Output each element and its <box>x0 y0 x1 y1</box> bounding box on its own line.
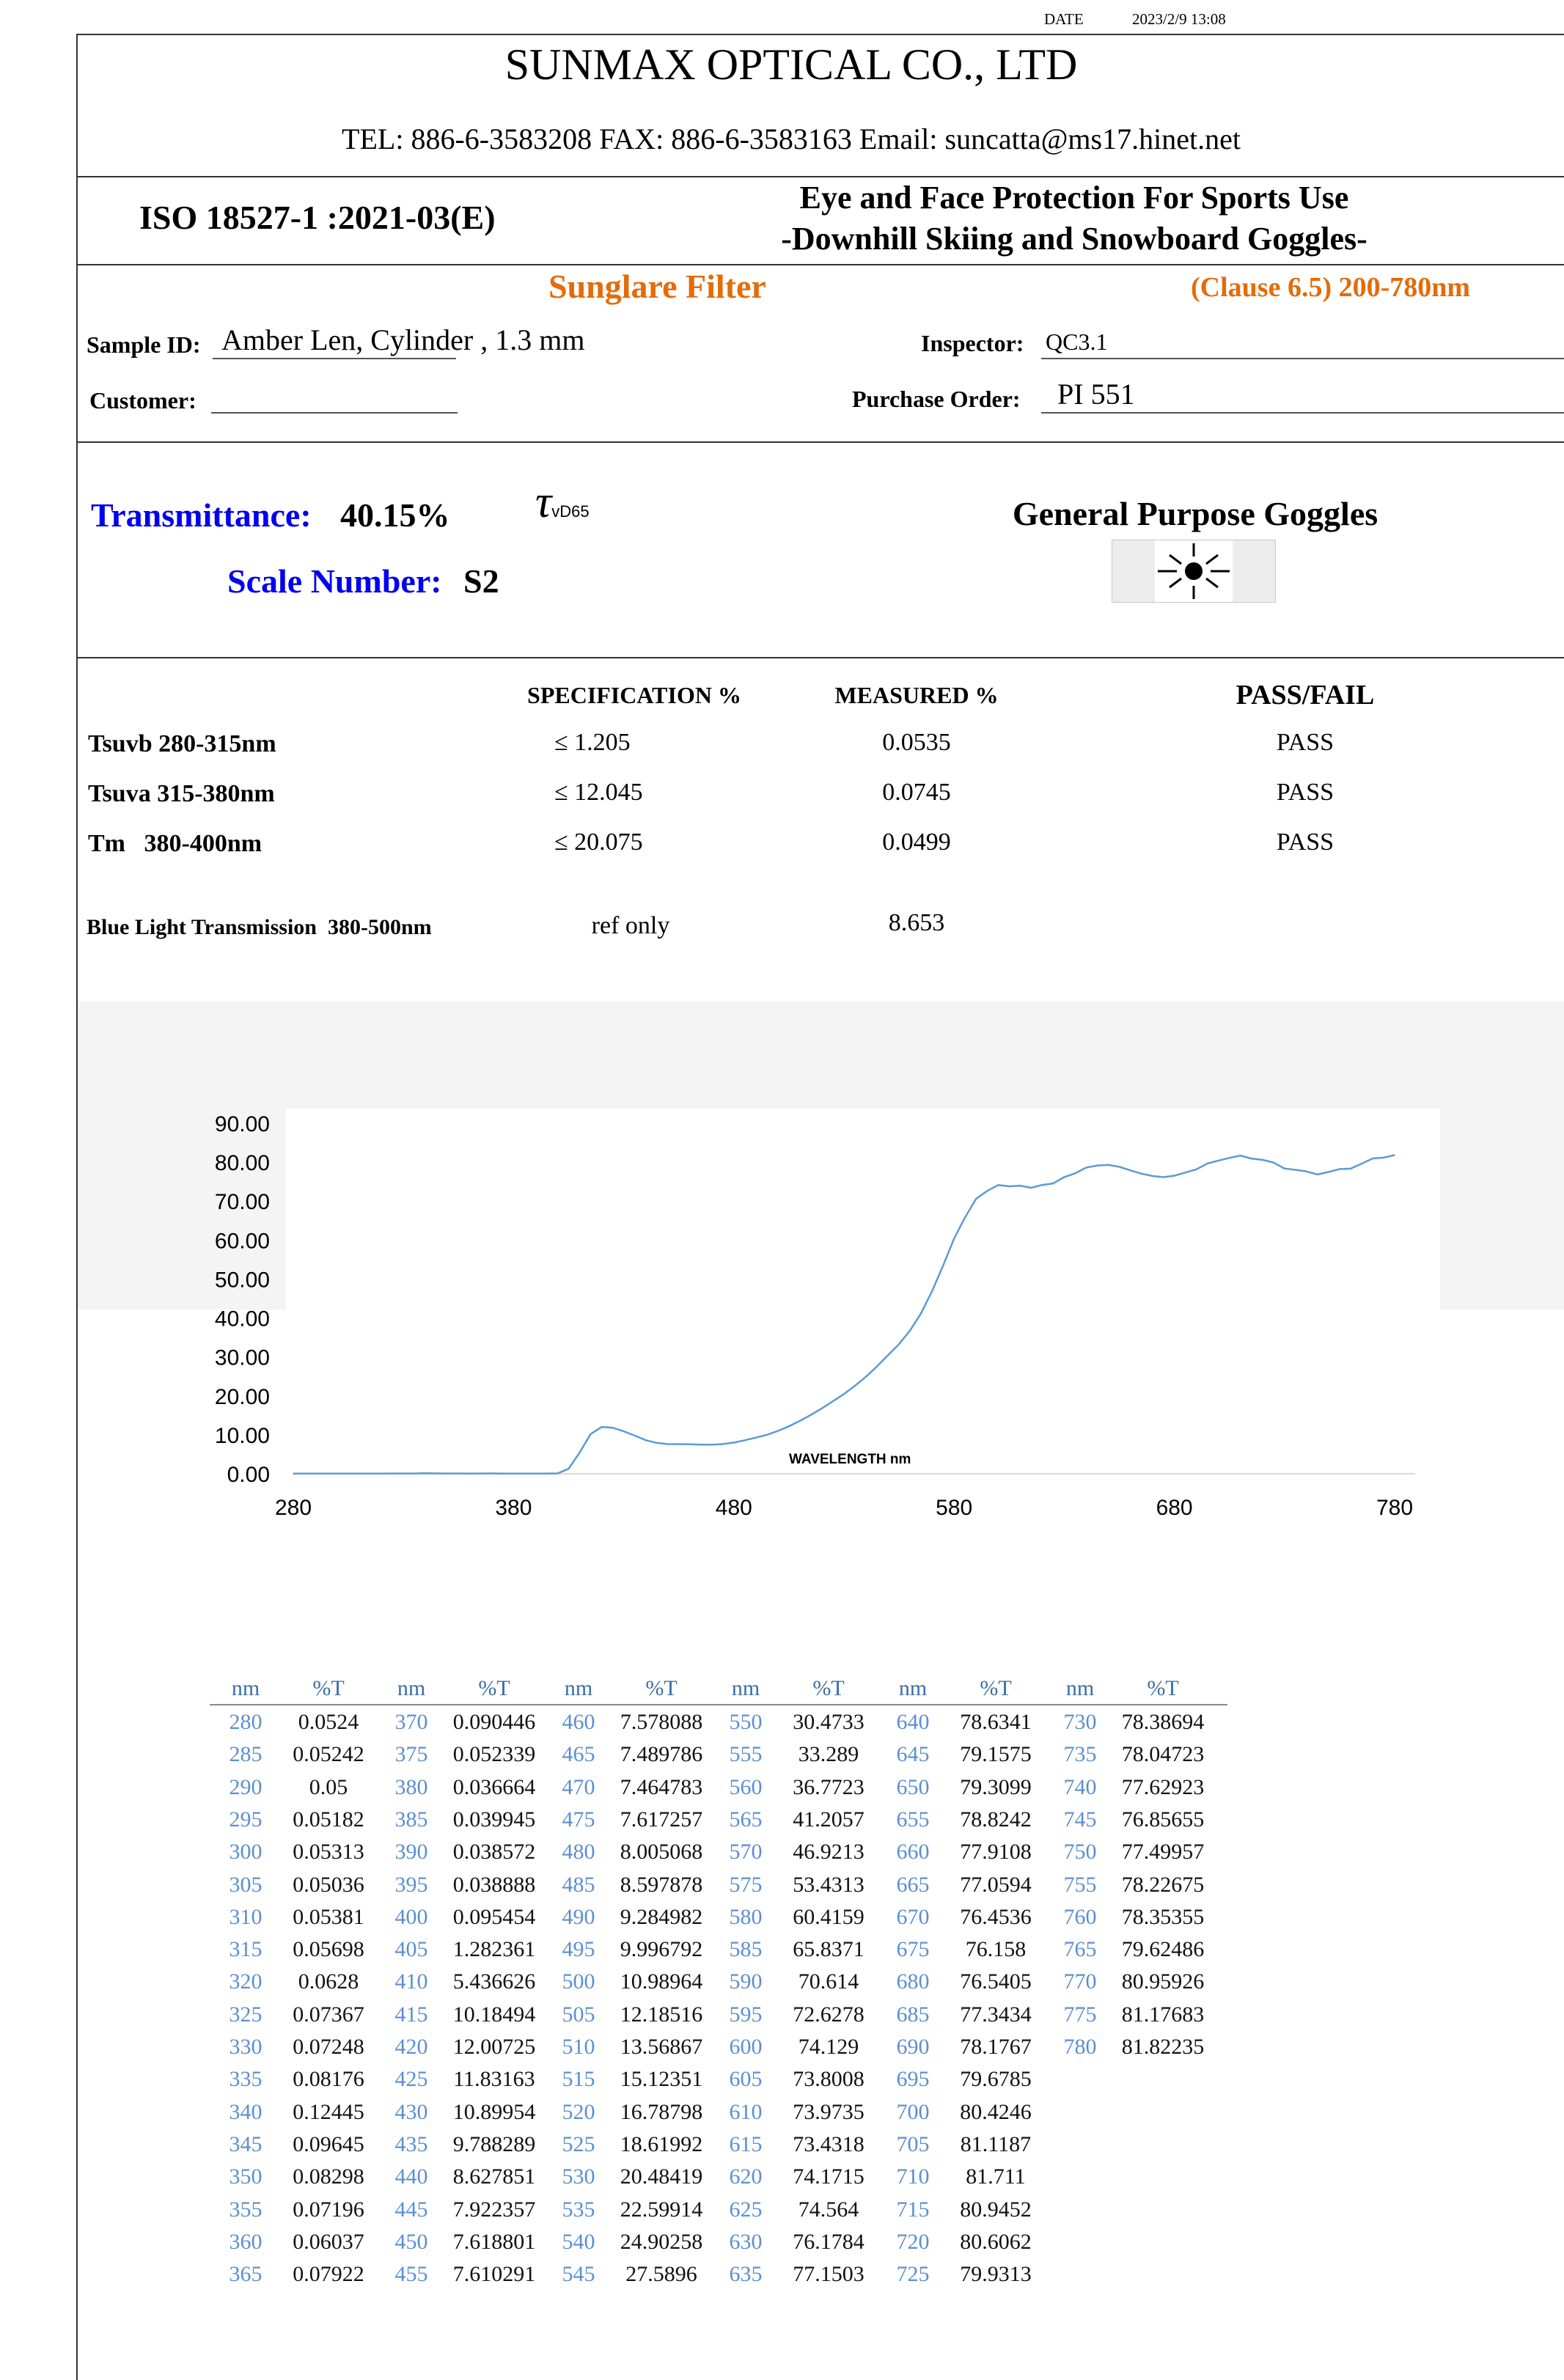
table-cell-nm: 775 <box>1063 2002 1097 2027</box>
table-cell-t: 36.7723 <box>793 1774 864 1799</box>
table-header-t: %T <box>478 1676 510 1700</box>
table-cell-nm: 555 <box>729 1742 763 1767</box>
table-cell-t: 81.1187 <box>960 2131 1032 2156</box>
table-cell-t: 46.9213 <box>793 1840 864 1865</box>
purchase-order-label: Purchase Order: <box>852 386 1021 412</box>
table-header-nm: nm <box>898 1676 928 1700</box>
table-cell-nm: 585 <box>729 1937 763 1962</box>
table-cell-nm: 570 <box>729 1840 763 1865</box>
y-tick-label: 40.00 <box>214 1307 270 1332</box>
table-cell-nm: 695 <box>896 2067 930 2092</box>
divider-4 <box>76 657 1564 658</box>
table-cell-t: 0.05182 <box>293 1807 364 1832</box>
table-cell-t: 79.6785 <box>960 2067 1032 2092</box>
purchase-order-underline <box>1041 412 1564 414</box>
spec-header: SPECIFICATION % <box>527 682 741 708</box>
table-cell-nm: 600 <box>729 2035 763 2059</box>
table-cell-nm: 395 <box>394 1872 428 1897</box>
table-cell-nm: 605 <box>729 2067 763 2092</box>
table-cell-nm: 710 <box>896 2164 930 2189</box>
transmittance-label: Transmittance: <box>91 496 312 534</box>
table-cell-t: 77.3434 <box>960 2002 1032 2027</box>
table-cell-nm: 310 <box>229 1904 262 1929</box>
table-cell-nm: 565 <box>729 1807 763 1832</box>
passfail-header: PASS/FAIL <box>1236 680 1375 710</box>
table-cell-t: 33.289 <box>798 1742 859 1767</box>
standard-title-line2: -Downhill Skiing and Snowboard Goggles- <box>781 221 1367 257</box>
table-cell-nm: 580 <box>729 1904 763 1929</box>
spec-row-measured: 0.0745 <box>882 779 951 806</box>
table-cell-t: 16.78798 <box>620 2099 703 2124</box>
sun-icon-box <box>1112 540 1276 603</box>
table-cell-nm: 390 <box>394 1840 428 1865</box>
table-cell-nm: 300 <box>229 1840 262 1865</box>
table-cell-nm: 400 <box>394 1904 428 1929</box>
table-cell-nm: 380 <box>394 1774 428 1799</box>
table-cell-t: 0.07248 <box>293 2035 364 2059</box>
table-cell-nm: 295 <box>229 1807 262 1832</box>
spec-row-spec: ≤ 1.205 <box>554 729 631 756</box>
spec-row-label: Tm 380-400nm <box>88 830 262 857</box>
table-cell-t: 78.8242 <box>960 1807 1032 1832</box>
table-cell-nm: 415 <box>394 2002 428 2027</box>
purchase-order-value: PI 551 <box>1057 378 1135 411</box>
table-cell-t: 7.610291 <box>452 2262 536 2287</box>
table-cell-t: 73.9735 <box>793 2099 864 2124</box>
table-cell-nm: 520 <box>562 2099 595 2124</box>
table-cell-nm: 510 <box>562 2035 595 2059</box>
table-cell-t: 10.98964 <box>620 1969 703 1994</box>
table-header-nm: nm <box>231 1676 260 1700</box>
table-cell-nm: 315 <box>229 1937 262 1962</box>
table-header-underline <box>210 1704 1227 1705</box>
table-cell-nm: 425 <box>394 2067 428 2092</box>
table-cell-t: 9.996792 <box>620 1937 703 1962</box>
divider-3 <box>76 441 1564 443</box>
spec-row-measured: 0.0499 <box>882 829 951 856</box>
table-cell-t: 22.59914 <box>620 2197 703 2222</box>
table-cell-t: 79.62486 <box>1121 1937 1205 1962</box>
table-cell-t: 76.158 <box>965 1937 1027 1962</box>
table-cell-nm: 515 <box>562 2067 595 2092</box>
table-cell-t: 12.00725 <box>452 2035 536 2059</box>
standard-title-line1: Eye and Face Protection For Sports Use <box>799 180 1349 216</box>
table-cell-t: 0.07196 <box>293 2197 364 2222</box>
x-tick-label: 280 <box>274 1496 312 1520</box>
table-cell-nm: 420 <box>394 2035 428 2059</box>
table-cell-t: 7.578088 <box>620 1710 703 1734</box>
table-cell-t: 73.4318 <box>793 2131 864 2156</box>
table-cell-nm: 290 <box>229 1774 262 1799</box>
table-cell-t: 77.1503 <box>793 2262 864 2287</box>
table-cell-t: 77.9108 <box>960 1840 1032 1865</box>
table-cell-nm: 645 <box>896 1742 930 1767</box>
table-cell-nm: 705 <box>896 2131 930 2156</box>
customer-label: Customer: <box>89 387 197 414</box>
table-cell-t: 80.95926 <box>1121 1969 1205 1994</box>
table-cell-nm: 735 <box>1063 1742 1097 1767</box>
table-cell-t: 0.036664 <box>452 1774 536 1799</box>
table-cell-t: 13.56867 <box>620 2035 703 2059</box>
table-cell-nm: 365 <box>229 2262 262 2287</box>
table-header-t: %T <box>645 1676 678 1700</box>
table-cell-nm: 665 <box>896 1872 930 1897</box>
table-cell-t: 80.9452 <box>960 2197 1032 2222</box>
table-cell-nm: 360 <box>229 2229 262 2254</box>
blue-light-label: Blue Light Transmission 380-500nm <box>87 915 432 939</box>
table-cell-nm: 755 <box>1063 1872 1097 1897</box>
table-cell-t: 0.038888 <box>452 1872 536 1897</box>
table-cell-nm: 490 <box>562 1904 595 1929</box>
company-name: SUNMAX OPTICAL CO., LTD <box>504 40 1078 89</box>
section-title: Sunglare Filter <box>548 268 766 305</box>
table-header-nm: nm <box>397 1676 426 1700</box>
table-cell-nm: 465 <box>562 1742 595 1767</box>
table-cell-nm: 780 <box>1063 2035 1097 2059</box>
table-cell-nm: 680 <box>896 1969 930 1994</box>
table-cell-t: 73.8008 <box>793 2067 864 2092</box>
divider-1 <box>76 176 1564 177</box>
table-cell-t: 5.436626 <box>452 1969 536 1994</box>
spec-row-label: Tsuva 315-380nm <box>88 780 275 807</box>
table-cell-t: 65.8371 <box>793 1937 864 1962</box>
inspector-value: QC3.1 <box>1046 328 1108 355</box>
table-cell-t: 76.1784 <box>793 2229 864 2254</box>
table-cell-t: 41.2057 <box>793 1807 864 1832</box>
y-tick-label: 10.00 <box>214 1423 270 1448</box>
table-cell-t: 60.4159 <box>793 1904 864 1929</box>
table-cell-nm: 610 <box>729 2099 763 2124</box>
table-cell-nm: 575 <box>729 1872 763 1897</box>
divider-2 <box>76 264 1564 265</box>
spec-row-result: PASS <box>1276 729 1334 756</box>
table-header-nm: nm <box>564 1676 593 1700</box>
table-cell-t: 78.04723 <box>1121 1742 1205 1767</box>
table-cell-nm: 560 <box>729 1774 763 1799</box>
table-cell-t: 8.627851 <box>452 2164 536 2189</box>
tau-subscript: vD65 <box>551 502 590 521</box>
table-cell-t: 80.4246 <box>960 2099 1032 2124</box>
table-cell-t: 0.05242 <box>293 1742 364 1767</box>
table-cell-t: 79.9313 <box>960 2262 1032 2287</box>
x-tick-label: 380 <box>495 1496 532 1520</box>
table-cell-nm: 335 <box>229 2067 262 2092</box>
table-cell-nm: 760 <box>1063 1904 1097 1929</box>
x-axis-label: WAVELENGTH nm <box>789 1452 911 1467</box>
table-cell-t: 0.039945 <box>452 1807 536 1832</box>
table-cell-t: 74.129 <box>798 2035 859 2059</box>
table-cell-t: 0.0524 <box>298 1710 359 1734</box>
table-cell-t: 7.618801 <box>452 2229 536 2254</box>
table-cell-nm: 630 <box>729 2229 763 2254</box>
table-cell-t: 0.12445 <box>293 2099 364 2124</box>
table-cell-nm: 525 <box>562 2131 595 2156</box>
blue-light-measured: 8.653 <box>888 909 945 936</box>
section-clause: (Clause 6.5) 200-780nm <box>1191 272 1471 303</box>
table-cell-t: 8.597878 <box>620 1872 703 1897</box>
chart-plot-area-bg <box>286 1109 1440 1478</box>
table-cell-nm: 460 <box>562 1710 595 1734</box>
table-cell-t: 78.6341 <box>960 1710 1032 1734</box>
table-cell-t: 53.4313 <box>793 1872 864 1897</box>
table-cell-t: 0.09645 <box>293 2131 364 2156</box>
table-cell-nm: 720 <box>896 2229 930 2254</box>
customer-underline <box>211 412 458 414</box>
table-cell-nm: 410 <box>394 1969 428 1994</box>
table-cell-t: 0.05698 <box>293 1937 364 1962</box>
tau-letter: τ <box>535 477 552 527</box>
table-cell-t: 27.5896 <box>625 2262 697 2287</box>
table-cell-nm: 435 <box>394 2131 428 2156</box>
table-cell-nm: 620 <box>729 2164 763 2189</box>
spec-row-label: Tsuvb 280-315nm <box>88 730 276 757</box>
table-cell-t: 0.0628 <box>298 1969 359 1994</box>
table-cell-t: 15.12351 <box>620 2067 703 2092</box>
table-cell-nm: 330 <box>229 2035 262 2059</box>
table-cell-t: 20.48419 <box>620 2164 703 2189</box>
table-cell-nm: 450 <box>394 2229 428 2254</box>
table-cell-t: 80.6062 <box>960 2229 1032 2254</box>
table-cell-nm: 675 <box>896 1937 930 1962</box>
y-tick-label: 0.00 <box>227 1463 270 1487</box>
table-cell-nm: 770 <box>1063 1969 1097 1994</box>
table-header-t: %T <box>1147 1676 1179 1700</box>
table-cell-nm: 725 <box>896 2262 930 2287</box>
inspector-label: Inspector: <box>921 330 1024 356</box>
table-cell-nm: 670 <box>896 1904 930 1929</box>
table-cell-nm: 280 <box>229 1710 262 1734</box>
table-cell-t: 76.85655 <box>1121 1807 1205 1832</box>
table-cell-nm: 685 <box>896 2002 930 2027</box>
y-tick-label: 80.00 <box>214 1151 270 1176</box>
table-cell-nm: 370 <box>394 1710 428 1734</box>
table-cell-nm: 765 <box>1063 1937 1097 1962</box>
table-cell-nm: 305 <box>229 1872 262 1897</box>
table-cell-nm: 500 <box>562 1969 595 1994</box>
table-cell-t: 0.05036 <box>293 1872 364 1897</box>
table-cell-t: 78.1767 <box>960 2035 1032 2059</box>
table-cell-t: 0.06037 <box>293 2229 364 2254</box>
table-cell-t: 7.489786 <box>620 1742 703 1767</box>
sun-icon <box>1112 540 1275 602</box>
table-cell-nm: 615 <box>729 2131 763 2156</box>
tau-symbol <box>535 477 590 529</box>
table-cell-t: 79.3099 <box>960 1774 1032 1799</box>
table-cell-t: 74.1715 <box>793 2164 864 2189</box>
iso-standard: ISO 18527-1 :2021-03(E) <box>139 199 496 236</box>
table-cell-nm: 660 <box>896 1840 930 1865</box>
table-cell-nm: 405 <box>394 1937 428 1962</box>
spec-row-measured: 0.0535 <box>882 729 951 756</box>
table-cell-nm: 470 <box>562 1774 595 1799</box>
table-cell-t: 0.05313 <box>293 1840 364 1865</box>
table-cell-nm: 480 <box>562 1840 595 1865</box>
table-cell-t: 18.61992 <box>620 2131 703 2156</box>
table-header-nm: nm <box>1065 1676 1095 1700</box>
table-cell-nm: 535 <box>562 2197 595 2222</box>
spec-row-result: PASS <box>1276 779 1334 806</box>
table-cell-nm: 505 <box>562 2002 595 2027</box>
x-tick-label: 480 <box>715 1496 752 1520</box>
measured-header: MEASURED % <box>834 682 999 708</box>
table-cell-t: 76.5405 <box>960 1969 1032 1994</box>
spec-row-spec: ≤ 20.075 <box>554 829 643 856</box>
y-tick-label: 50.00 <box>214 1268 270 1293</box>
table-cell-t: 0.08298 <box>293 2164 364 2189</box>
table-cell-nm: 635 <box>729 2262 763 2287</box>
table-cell-t: 24.90258 <box>620 2229 703 2254</box>
table-cell-t: 77.49957 <box>1121 1840 1205 1865</box>
table-cell-nm: 345 <box>229 2131 262 2156</box>
table-cell-nm: 550 <box>729 1710 763 1734</box>
goggle-category: General Purpose Goggles <box>1012 495 1378 532</box>
table-cell-t: 9.788289 <box>452 2131 536 2156</box>
table-cell-t: 70.614 <box>798 1969 859 1994</box>
table-cell-nm: 375 <box>394 1742 428 1767</box>
date-value: 2023/2/9 13:08 <box>1132 10 1226 28</box>
table-cell-t: 10.89954 <box>452 2099 536 2124</box>
table-cell-t: 81.17683 <box>1121 2002 1205 2027</box>
table-cell-t: 10.18494 <box>452 2002 536 2027</box>
table-header-t: %T <box>812 1676 845 1700</box>
table-cell-t: 0.05 <box>309 1774 348 1799</box>
table-cell-nm: 350 <box>229 2164 262 2189</box>
table-cell-t: 72.6278 <box>793 2002 864 2027</box>
table-cell-nm: 355 <box>229 2197 262 2222</box>
table-cell-t: 7.464783 <box>620 1774 703 1799</box>
y-tick-label: 70.00 <box>214 1190 270 1215</box>
table-cell-t: 81.82235 <box>1121 2035 1205 2059</box>
date-label: DATE <box>1044 10 1084 28</box>
table-cell-t: 0.095454 <box>452 1904 536 1929</box>
table-cell-nm: 430 <box>394 2099 428 2124</box>
table-cell-t: 0.07922 <box>293 2262 364 2287</box>
table-cell-t: 77.0594 <box>960 1872 1032 1897</box>
sample-id-underline <box>213 358 456 359</box>
table-cell-t: 8.005068 <box>620 1840 703 1865</box>
table-cell-nm: 545 <box>562 2262 595 2287</box>
table-cell-nm: 690 <box>896 2035 930 2059</box>
table-cell-nm: 650 <box>896 1774 930 1799</box>
table-cell-t: 78.35355 <box>1121 1904 1205 1929</box>
table-cell-nm: 595 <box>729 2002 763 2027</box>
table-cell-nm: 285 <box>229 1742 262 1767</box>
table-header-t: %T <box>312 1676 345 1700</box>
table-cell-t: 0.038572 <box>452 1840 536 1865</box>
table-cell-t: 30.4733 <box>793 1710 864 1734</box>
blue-light-spec: ref only <box>591 912 670 939</box>
spec-row-spec: ≤ 12.045 <box>554 779 643 806</box>
table-cell-nm: 455 <box>394 2262 428 2287</box>
table-cell-t: 0.07367 <box>293 2002 364 2027</box>
table-cell-nm: 655 <box>896 1807 930 1832</box>
table-cell-t: 76.4536 <box>960 1904 1032 1929</box>
frame-top <box>76 34 1564 35</box>
company-contact: TEL: 886-6-3583208 FAX: 886-6-3583163 Email: suncatta@ms17.hinet.net <box>342 122 1241 155</box>
x-tick-label: 580 <box>936 1496 973 1520</box>
table-cell-nm: 530 <box>562 2164 595 2189</box>
table-cell-t: 81.711 <box>966 2164 1026 2189</box>
y-tick-label: 30.00 <box>214 1345 270 1370</box>
table-cell-t: 77.62923 <box>1121 1774 1205 1799</box>
table-cell-t: 0.08176 <box>293 2067 364 2092</box>
sample-id-value: Amber Len, Cylinder , 1.3 mm <box>221 323 585 356</box>
x-tick-label: 680 <box>1156 1496 1193 1520</box>
table-cell-nm: 590 <box>729 1969 763 1994</box>
x-tick-label: 780 <box>1376 1496 1414 1520</box>
table-cell-nm: 700 <box>896 2099 930 2124</box>
table-cell-t: 11.83163 <box>453 2067 535 2092</box>
table-cell-nm: 625 <box>729 2197 763 2222</box>
table-cell-t: 12.18516 <box>620 2002 703 2027</box>
table-cell-nm: 475 <box>562 1807 595 1832</box>
table-cell-nm: 740 <box>1063 1774 1097 1799</box>
table-cell-nm: 715 <box>896 2197 930 2222</box>
table-cell-nm: 640 <box>896 1710 930 1734</box>
table-cell-t: 78.38694 <box>1121 1710 1205 1734</box>
table-cell-t: 79.1575 <box>960 1742 1032 1767</box>
table-cell-t: 74.564 <box>798 2197 859 2222</box>
table-cell-t: 1.282361 <box>452 1937 536 1962</box>
table-header-t: %T <box>980 1676 1012 1700</box>
table-cell-nm: 485 <box>562 1872 595 1897</box>
table-cell-nm: 340 <box>229 2099 262 2124</box>
table-cell-nm: 385 <box>394 1807 428 1832</box>
table-cell-t: 7.922357 <box>452 2197 536 2222</box>
table-cell-nm: 745 <box>1063 1807 1097 1832</box>
table-cell-t: 0.05381 <box>293 1904 364 1929</box>
table-cell-nm: 495 <box>562 1937 595 1962</box>
table-cell-nm: 440 <box>394 2164 428 2189</box>
scale-number-value: S2 <box>463 562 499 600</box>
spec-row-result: PASS <box>1276 829 1334 856</box>
table-cell-nm: 540 <box>562 2229 595 2254</box>
sample-id-label: Sample ID: <box>87 331 201 358</box>
table-cell-t: 0.090446 <box>452 1710 536 1734</box>
table-cell-nm: 730 <box>1063 1710 1097 1734</box>
transmittance-value: 40.15% <box>340 496 450 534</box>
y-tick-label: 20.00 <box>214 1384 270 1409</box>
table-cell-t: 78.22675 <box>1121 1872 1205 1897</box>
table-cell-nm: 445 <box>394 2197 428 2222</box>
y-tick-label: 60.00 <box>214 1229 270 1254</box>
table-cell-t: 9.284982 <box>620 1904 703 1929</box>
scale-number-label: Scale Number: <box>227 562 442 600</box>
table-cell-t: 7.617257 <box>620 1807 703 1832</box>
table-cell-nm: 325 <box>229 2002 262 2027</box>
inspector-underline <box>1041 358 1564 359</box>
y-tick-label: 90.00 <box>214 1112 270 1136</box>
table-cell-nm: 750 <box>1063 1840 1097 1865</box>
table-cell-nm: 320 <box>229 1969 262 1994</box>
table-header-nm: nm <box>731 1676 760 1700</box>
table-cell-t: 0.052339 <box>452 1742 536 1767</box>
